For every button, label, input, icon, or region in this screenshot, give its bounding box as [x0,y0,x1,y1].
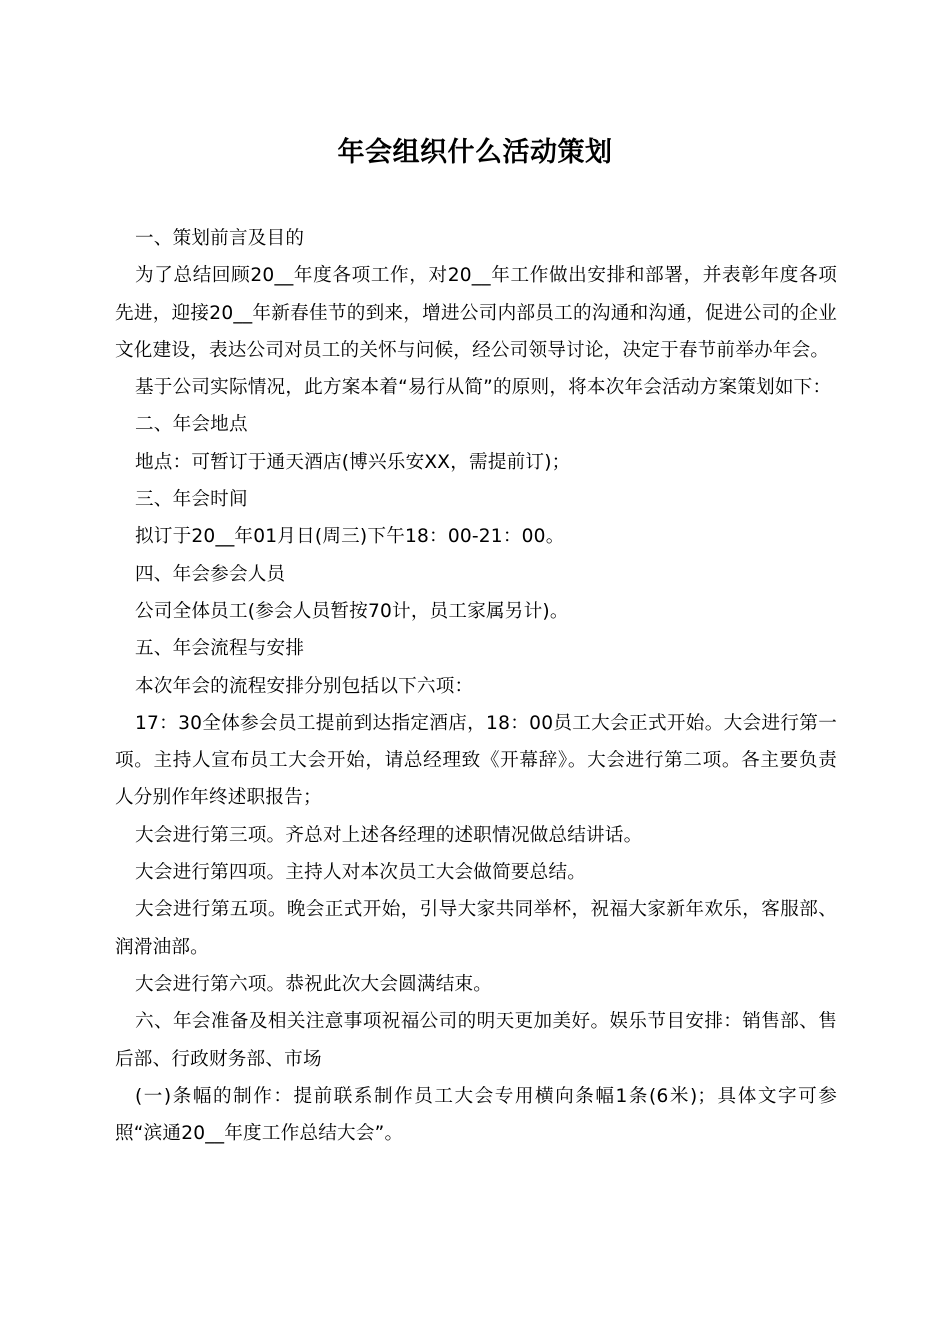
paragraph-purpose: 为了总结回顾20__年度各项工作，对20__年工作做出安排和部署，并表彰年度各项先进，迎接20__年新春佳节的到来，增进公司内部员工的沟通和沟通，促进公司的企业文化建设，表达公司对员工的关怀与问候，经公司领导讨论，决定于春节前举办年会。 [115,265,837,361]
paragraph-banner: (一)条幅的制作：提前联系制作员工大会专用横向条幅1条(6米)；具体文字可参照“滨通20__年度工作总结大会”。 [115,1085,837,1145]
paragraph-agenda-intro: 本次年会的流程安排分别包括以下六项： [135,675,474,697]
section-heading-time: 三、年会时间 [135,489,248,511]
section-heading-agenda: 五、年会流程与安排 [135,638,305,660]
paragraph-principle: 基于公司实际情况，此方案本着“易行从简”的原则，将本次年会活动方案策划如下： [135,377,832,399]
paragraph-agenda-item-3: 大会进行第三项。齐总对上述各经理的述职情况做总结讲话。 [135,824,643,846]
paragraph-agenda-item-5: 大会进行第五项。晚会正式开始，引导大家共同举杯，祝福大家新年欢乐，客服部、润滑油部。 [115,899,837,958]
section-heading-purpose: 一、策划前言及目的 [135,228,305,249]
paragraph-agenda-item-4: 大会进行第四项。主持人对本次员工大会做简要总结。 [135,862,587,884]
paragraph-location: 地点：可暂订于通天酒店(博兴乐安XX，需提前订)； [135,451,571,473]
document-title: 年会组织什么活动策划 [337,137,613,168]
paragraph-attendees: 公司全体员工(参会人员暂按70计，员工家属另计)。 [135,600,569,622]
section-heading-location: 二、年会地点 [135,414,248,436]
section-heading-attendees: 四、年会参会人员 [135,563,286,585]
paragraph-time: 拟订于20__年01月日(周三)下午18：00-21：00。 [135,526,565,548]
paragraph-agenda-item-6: 大会进行第六项。恭祝此次大会圆满结束。 [135,973,493,995]
document-body [115,220,837,1152]
section-heading-preparation: 六、年会准备及相关注意事项祝福公司的明天更加美好。娱乐节目安排：销售部、售后部、行政财务部、市场 [115,1011,837,1070]
paragraph-agenda-items-1-2: 17：30全体参会员工提前到达指定酒店，18：00员工大会正式开始。大会进行第一项。主持人宣布员工大会开始，请总经理致《开幕辞》。大会进行第二项。各主要负责人分别作年终述职报告； [115,712,837,809]
